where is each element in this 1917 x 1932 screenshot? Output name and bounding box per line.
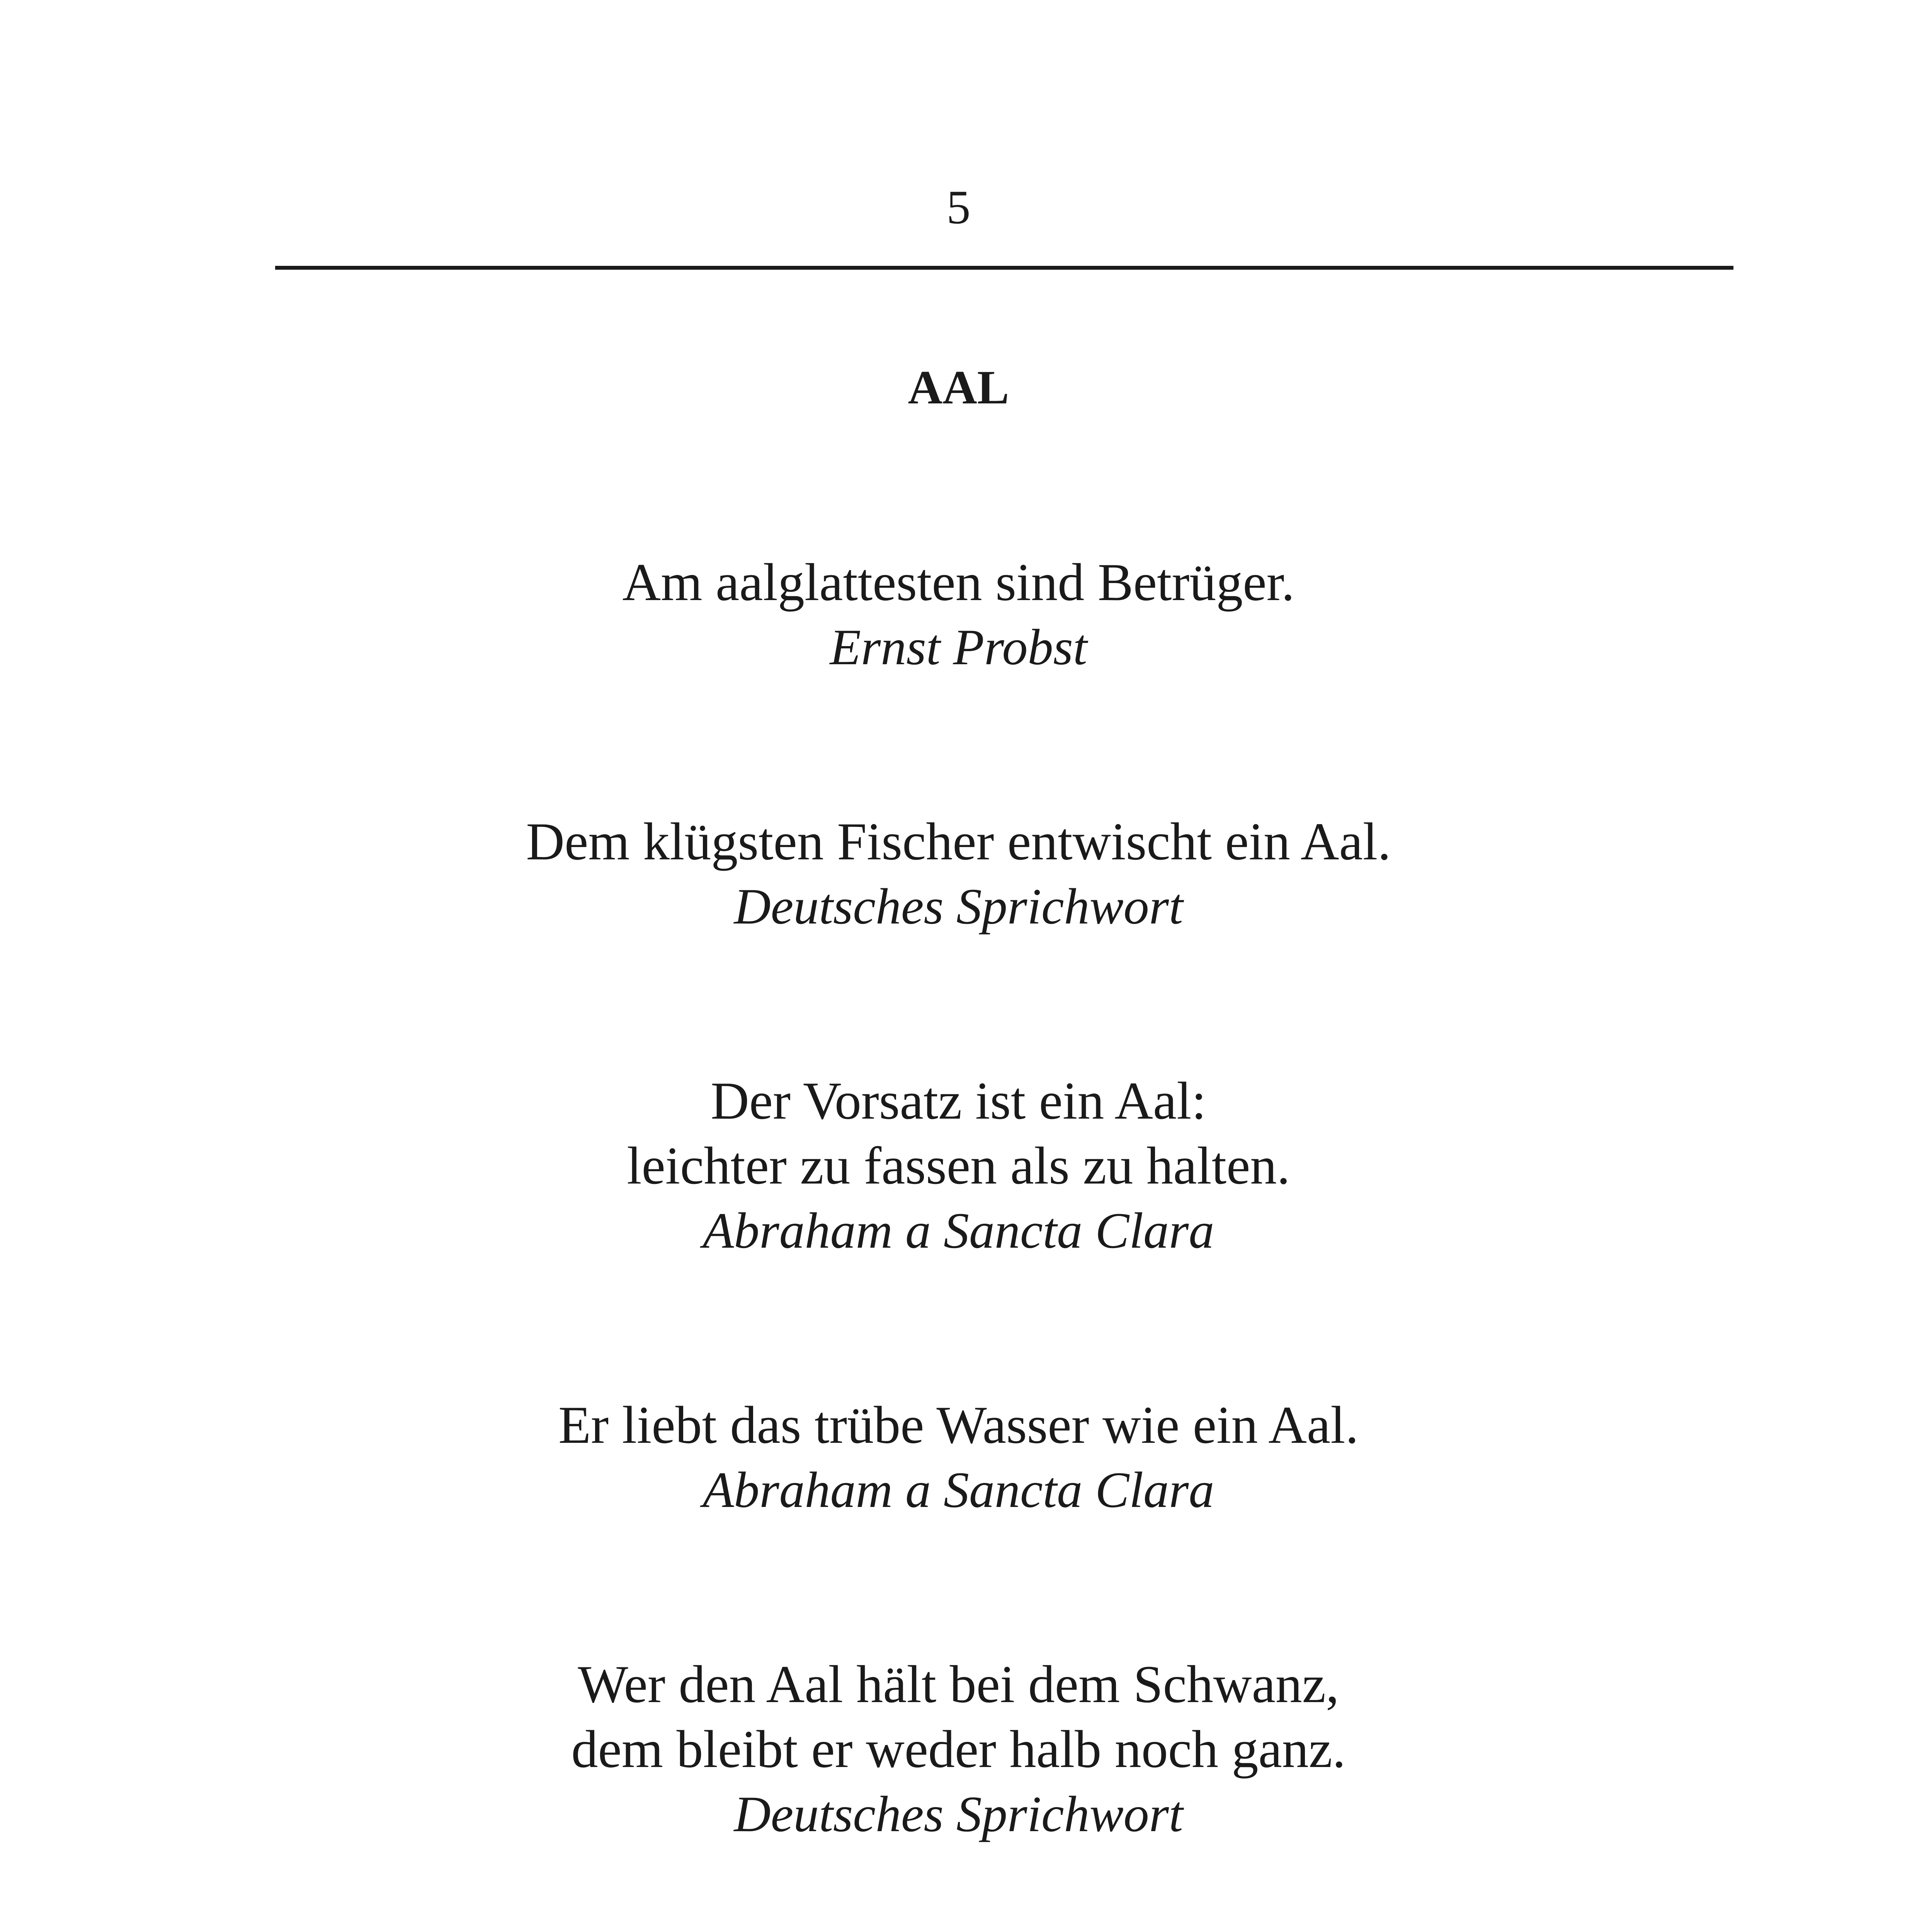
quote-author: Deutsches Sprichwort: [734, 878, 1183, 935]
quote-author: Abraham a Sancta Clara: [703, 1202, 1214, 1259]
page-content: [0, 355, 1917, 1932]
quote-line: leichter zu fassen als zu halten.: [627, 1136, 1290, 1195]
quote-line: Am aalglattesten sind Betrüger.: [622, 553, 1295, 612]
quote: [0, 1652, 1917, 1847]
section-heading: AAL: [908, 361, 1009, 414]
section-aal: [0, 355, 1917, 1932]
quote-line: Er liebt das trübe Wasser wie ein Aal.: [558, 1395, 1359, 1454]
quote-line: dem bleibt er weder halb noch ganz.: [571, 1719, 1346, 1779]
quote-author: Deutsches Sprichwort: [734, 1786, 1183, 1842]
quote-line: Dem klügsten Fischer entwischt ein Aal.: [526, 812, 1391, 871]
quote: [0, 1393, 1917, 1522]
quote-line: Der Vorsatz ist ein Aal:: [711, 1071, 1206, 1130]
quote: [0, 809, 1917, 939]
quote-author: Ernst Probst: [830, 619, 1087, 675]
header-rule: [275, 266, 1733, 270]
quote: [0, 550, 1917, 680]
quote-author: Abraham a Sancta Clara: [703, 1461, 1214, 1518]
quote: [0, 1068, 1917, 1263]
quote-line: Wer den Aal hält bei dem Schwanz,: [578, 1655, 1339, 1714]
page-number: 5: [946, 181, 971, 234]
